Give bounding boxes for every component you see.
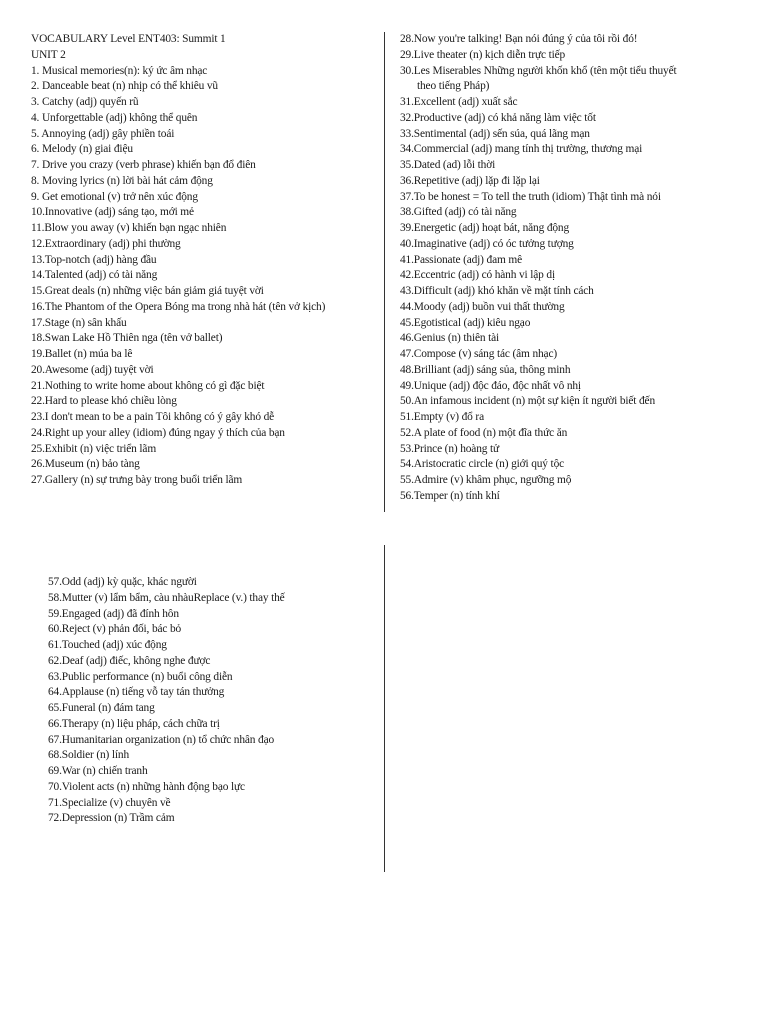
vocabulary-item: 36.Repetitive (adj) lặp đi lặp lại	[400, 174, 540, 187]
vocabulary-item: 11.Blow you away (v) khiến bạn ngạc nhiên	[31, 222, 227, 234]
unit-heading: UNIT 2	[31, 48, 66, 61]
vocabulary-item: 48.Brilliant (adj) sáng sủa, thông minh	[400, 363, 571, 376]
vocabulary-item: 38.Gifted (adj) có tài năng	[400, 206, 517, 219]
vocabulary-item: 18.Swan Lake Hồ Thiên nga (tên vở ballet)	[31, 332, 223, 345]
vocabulary-item: 5. Annoying (adj) gây phiền toái	[31, 127, 175, 140]
vocabulary-item: 51.Empty (v) đổ ra	[400, 411, 484, 423]
vocabulary-item: 30.Les Miserables Những người khốn khổ (tên một tiểu thuyết	[400, 64, 677, 77]
vocabulary-item: 62.Deaf (adj) điếc, không nghe được	[48, 654, 211, 667]
vocabulary-item: 55.Admire (v) khâm phục, ngưỡng mộ	[400, 474, 572, 486]
vocabulary-item: 2. Danceable beat (n) nhịp có thể khiêu vũ	[31, 80, 218, 93]
vocabulary-item: 64.Applause (n) tiếng vỗ tay tán thưởng	[48, 686, 225, 699]
vocabulary-item: 6. Melody (n) giai điệu	[31, 143, 133, 156]
vocabulary-item: 67.Humanitarian organization (n) tổ chức nhân đạo	[48, 733, 275, 746]
vocabulary-item: 65.Funeral (n) đám tang	[48, 702, 155, 714]
vocabulary-item: 4. Unforgettable (adj) không thể quên	[31, 111, 198, 124]
vocabulary-item: 45.Egotistical (adj) kiêu ngạo	[400, 316, 531, 329]
vocabulary-item: 22.Hard to please khó chiều lòng	[31, 395, 177, 408]
vocabulary-item: 17.Stage (n) sân khấu	[31, 316, 127, 329]
vocabulary-item: 25.Exhibit (n) việc triển lãm	[31, 442, 157, 455]
vocabulary-item: 8. Moving lyrics (n) lời bài hát cảm động	[31, 174, 213, 187]
vocabulary-item: 20.Awesome (adj) tuyệt vời	[31, 363, 154, 376]
vocabulary-item: theo tiếng Pháp)	[417, 80, 490, 93]
vocabulary-item: 35.Dated (ad) lỗi thời	[400, 159, 496, 171]
vocabulary-item: 32.Productive (adj) có khả năng làm việc tốt	[400, 111, 596, 124]
vocabulary-item: 13.Top-notch (adj) hàng đầu	[31, 253, 157, 266]
vocabulary-list-right	[400, 32, 760, 505]
vocabulary-item: 52.A plate of food (n) một đĩa thức ăn	[400, 426, 568, 439]
vocabulary-item: 19.Ballet (n) múa ba lê	[31, 348, 133, 360]
vocabulary-item: 24.Right up your alley (idiom) đúng ngay ý thích của bạn	[31, 426, 285, 439]
vocabulary-item: 27.Gallery (n) sự trưng bày trong buổi triển lãm	[31, 474, 243, 486]
vocabulary-column-bottom	[48, 575, 378, 827]
vocabulary-item: 47.Compose (v) sáng tác (âm nhạc)	[400, 348, 557, 360]
vocabulary-item: 42.Eccentric (adj) có hành vi lập dị	[400, 269, 555, 282]
vocabulary-item: 1. Musical memories(n): ký ức âm nhạc	[31, 64, 208, 77]
vocabulary-item: 53.Prince (n) hoàng tử	[400, 442, 500, 455]
vocabulary-item: 12.Extraordinary (adj) phi thường	[31, 237, 181, 250]
vocabulary-list-bottom	[48, 575, 378, 827]
vocabulary-item: 9. Get emotional (v) trở nên xúc động	[31, 190, 198, 203]
vocabulary-item: 34.Commercial (adj) mang tính thị trường, thương mại	[400, 143, 643, 156]
vocabulary-item: 41.Passionate (adj) đam mê	[400, 253, 522, 266]
vocabulary-item: 49.Unique (adj) độc đáo, độc nhất vô nhị	[400, 379, 581, 392]
vocabulary-item: 60.Reject (v) phản đối, bác bỏ	[48, 623, 182, 636]
vocabulary-item: 28.Now you're talking! Bạn nói đúng ý của tôi rồi đó!	[400, 33, 638, 45]
vocabulary-item: 70.Violent acts (n) những hành động bạo lực	[48, 780, 245, 793]
vocabulary-item: 43.Difficult (adj) khó khăn về mặt tính cách	[400, 285, 594, 297]
vocabulary-item: 16.The Phantom of the Opera Bóng ma trong nhà hát (tên vở kịch)	[31, 300, 326, 313]
vocabulary-item: 40.Imaginative (adj) có óc tưởng tượng	[400, 237, 574, 250]
document-title: VOCABULARY Level ENT403: Summit 1	[31, 33, 226, 45]
vocabulary-item: 57.Odd (adj) kỳ quặc, khác người	[48, 576, 197, 588]
vocabulary-item: 61.Touched (adj) xúc động	[48, 639, 167, 651]
vocabulary-item: 21.Nothing to write home about không có gì đặc biệt	[31, 379, 265, 392]
vocabulary-column-right	[400, 32, 760, 505]
vocabulary-item: 33.Sentimental (adj) sến súa, quá lãng mạn	[400, 127, 590, 140]
vocabulary-item: 63.Public performance (n) buổi công diễn	[48, 670, 233, 683]
vocabulary-item: 44.Moody (adj) buồn vui thất thường	[400, 300, 565, 313]
vocabulary-item: 50.An infamous incident (n) một sự kiện ít người biết đến	[400, 395, 655, 408]
vocabulary-item: 15.Great deals (n) những việc bán giảm giá tuyệt vời	[31, 285, 264, 297]
vocabulary-list-left	[31, 64, 381, 489]
vocabulary-item: 29.Live theater (n) kịch diễn trực tiếp	[400, 48, 566, 61]
vocabulary-item: 72.Depression (n) Trầm cảm	[48, 812, 175, 825]
vocabulary-item: 7. Drive you crazy (verb phrase) khiến bạn đổ điên	[31, 159, 256, 171]
vocabulary-item: 66.Therapy (n) liệu pháp, cách chữa trị	[48, 717, 220, 730]
vocabulary-item: 10.Innovative (adj) sáng tạo, mới mẻ	[31, 206, 194, 219]
vocabulary-item: 58.Mutter (v) lẩm bẩm, càu nhàuReplace (v.) thay thế	[48, 591, 285, 604]
vocabulary-item: 46.Genius (n) thiên tài	[400, 332, 500, 345]
vocabulary-item: 56.Temper (n) tính khí	[400, 489, 500, 502]
vocabulary-item: 59.Engaged (adj) đã đính hôn	[48, 607, 179, 620]
vocabulary-item: 14.Talented (adj) có tài năng	[31, 269, 158, 282]
vocabulary-item: 37.To be honest = To tell the truth (idiom) Thật tình mà nói	[400, 190, 661, 203]
vocabulary-item: 31.Excellent (adj) xuất sắc	[400, 96, 518, 108]
vocabulary-item: 54.Aristocratic circle (n) giới quý tộc	[400, 458, 565, 471]
column-divider-bottom	[384, 545, 385, 872]
vocabulary-column-left	[31, 32, 381, 489]
vocabulary-item: 39.Energetic (adj) hoạt bát, năng động	[400, 222, 570, 234]
column-divider-top	[384, 32, 385, 512]
vocabulary-item: 68.Soldier (n) lính	[48, 749, 129, 762]
vocabulary-item: 3. Catchy (adj) quyến rũ	[31, 96, 139, 108]
vocabulary-item: 23.I don't mean to be a pain Tôi không có ý gây khó dễ	[31, 411, 275, 423]
vocabulary-item: 69.War (n) chiến tranh	[48, 765, 148, 777]
vocabulary-item: 26.Museum (n) bảo tàng	[31, 458, 140, 471]
vocabulary-item: 71.Specialize (v) chuyên về	[48, 796, 171, 809]
